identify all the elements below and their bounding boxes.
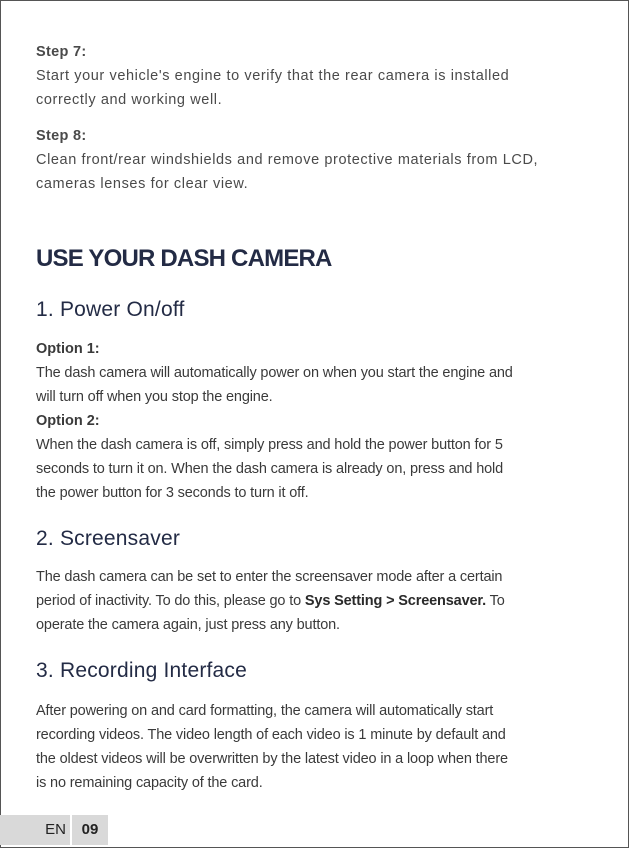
option-2-label: Option 2: xyxy=(36,413,100,429)
recording-line: is no remaining capacity of the card. xyxy=(36,775,263,791)
screensaver-line xyxy=(36,589,596,613)
page-number: 09 xyxy=(72,815,108,845)
step-7-line-2: correctly and working well. xyxy=(36,92,223,108)
option-1-label: Option 1: xyxy=(36,341,100,357)
recording-line: After powering on and card formatting, the camera will automatically start xyxy=(36,703,494,719)
screensaver-text: period of inactivity. To do this, please go to xyxy=(36,593,305,609)
screensaver-line: The dash camera can be set to enter the screensaver mode after a certain xyxy=(36,569,503,585)
option-2-line: seconds to turn it on. When the dash camera is already on, press and hold xyxy=(36,461,504,477)
screensaver-line: operate the camera again, just press any button. xyxy=(36,617,340,633)
footer-language: EN xyxy=(0,815,70,845)
recording-line: the oldest videos will be overwritten by the latest video in a loop when there xyxy=(36,751,508,767)
step-8-line-1: Clean front/rear windshields and remove protective materials from LCD, xyxy=(36,152,539,168)
section-recording-title: 3. Recording Interface xyxy=(36,659,248,682)
main-title: USE YOUR DASH CAMERA xyxy=(36,245,332,272)
step-7-label: Step 7: xyxy=(36,44,87,60)
menu-path: Sys Setting > Screensaver. xyxy=(304,593,486,609)
option-1-line: will turn off when you stop the engine. xyxy=(36,389,273,405)
screensaver-text: To xyxy=(485,593,505,609)
section-recording-body xyxy=(36,699,596,795)
step-7-line-1: Start your vehicle's engine to verify that the rear camera is installed xyxy=(36,68,510,84)
recording-line: recording videos. The video length of each video is 1 minute by default and xyxy=(36,727,506,743)
option-2-line: the power button for 3 seconds to turn it off. xyxy=(36,485,309,501)
section-screensaver-body xyxy=(36,565,596,637)
section-power-title: 1. Power On/off xyxy=(36,298,185,321)
option-1-line: The dash camera will automatically power on when you start the engine and xyxy=(36,365,513,381)
step-8 xyxy=(36,124,538,196)
section-screensaver-title: 2. Screensaver xyxy=(36,527,181,550)
step-7 xyxy=(36,40,509,112)
step-8-label: Step 8: xyxy=(36,128,87,144)
option-2-line: When the dash camera is off, simply press and hold the power button for 5 xyxy=(36,437,503,453)
section-power-body xyxy=(36,337,596,505)
step-8-line-2: cameras lenses for clear view. xyxy=(36,176,249,192)
